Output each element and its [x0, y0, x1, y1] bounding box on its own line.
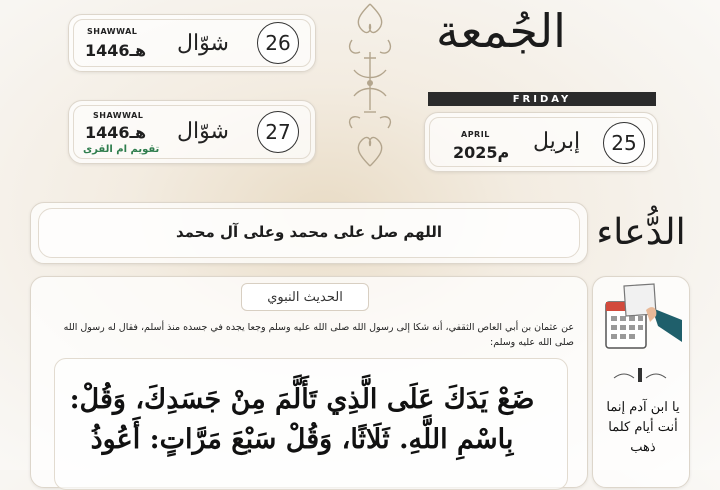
hijri-month-en-2: SHAWWAL	[93, 111, 144, 120]
calendar-hand-icon	[596, 280, 686, 360]
dua-text: اللهم صل على محمد وعلى آل محمد	[176, 223, 442, 241]
hijri-month-ar-2: شوّال	[177, 119, 229, 144]
quote-ornament-icon	[610, 368, 670, 384]
dua-title: الدُّعاء	[596, 211, 686, 253]
ornament-divider-icon	[342, 0, 398, 170]
hijri-month-ar-1: شوّال	[177, 31, 229, 56]
calendar-source-label: تقويم ام القرى	[83, 144, 160, 155]
hijri-day-circle-1: 26	[257, 22, 299, 64]
gregorian-date-card	[424, 112, 658, 172]
gregorian-month-ar: إبريل	[533, 129, 581, 154]
gregorian-day-circle: 25	[603, 122, 645, 164]
hijri-year-2: 1446هـ	[85, 123, 147, 142]
day-name-english: FRIDAY	[428, 92, 656, 106]
hijri-day-circle-2: 27	[257, 111, 299, 153]
hijri-month-en-1: SHAWWAL	[87, 27, 138, 36]
hadith-badge: الحديث النبوي	[241, 283, 369, 311]
day-name-arabic: الجُمعة	[436, 4, 566, 58]
hadith-intro: عن عثمان بن أبي العاص الثقفي، أنه شكا إلى رسول الله صلى الله عليه وسلم وجعا يجده في جسده منذ أسلم، فقال له رسول الله صلى الله عليه وسلم:	[63, 322, 574, 348]
hijri-year-1: 1446هـ	[85, 41, 147, 60]
gregorian-month-en: APRIL	[461, 130, 490, 139]
quote-text: يا ابن آدم إنما أنت أيام كلما ذهب	[606, 400, 680, 455]
hijri-date-card-1	[68, 14, 316, 72]
hadith-text: ضَعْ يَدَكَ عَلَى الَّذِي تَأَلَّمَ مِنْ جَسَدِكَ، وَقُلْ: بِاسْمِ اللَّهِ. ثَلَاثًا، وَقُلْ سَبْعَ مَرَّاتٍ: أَعُوذُ	[69, 384, 535, 455]
gregorian-year: 2025م	[453, 143, 510, 162]
hijri-date-card-2	[68, 100, 316, 164]
